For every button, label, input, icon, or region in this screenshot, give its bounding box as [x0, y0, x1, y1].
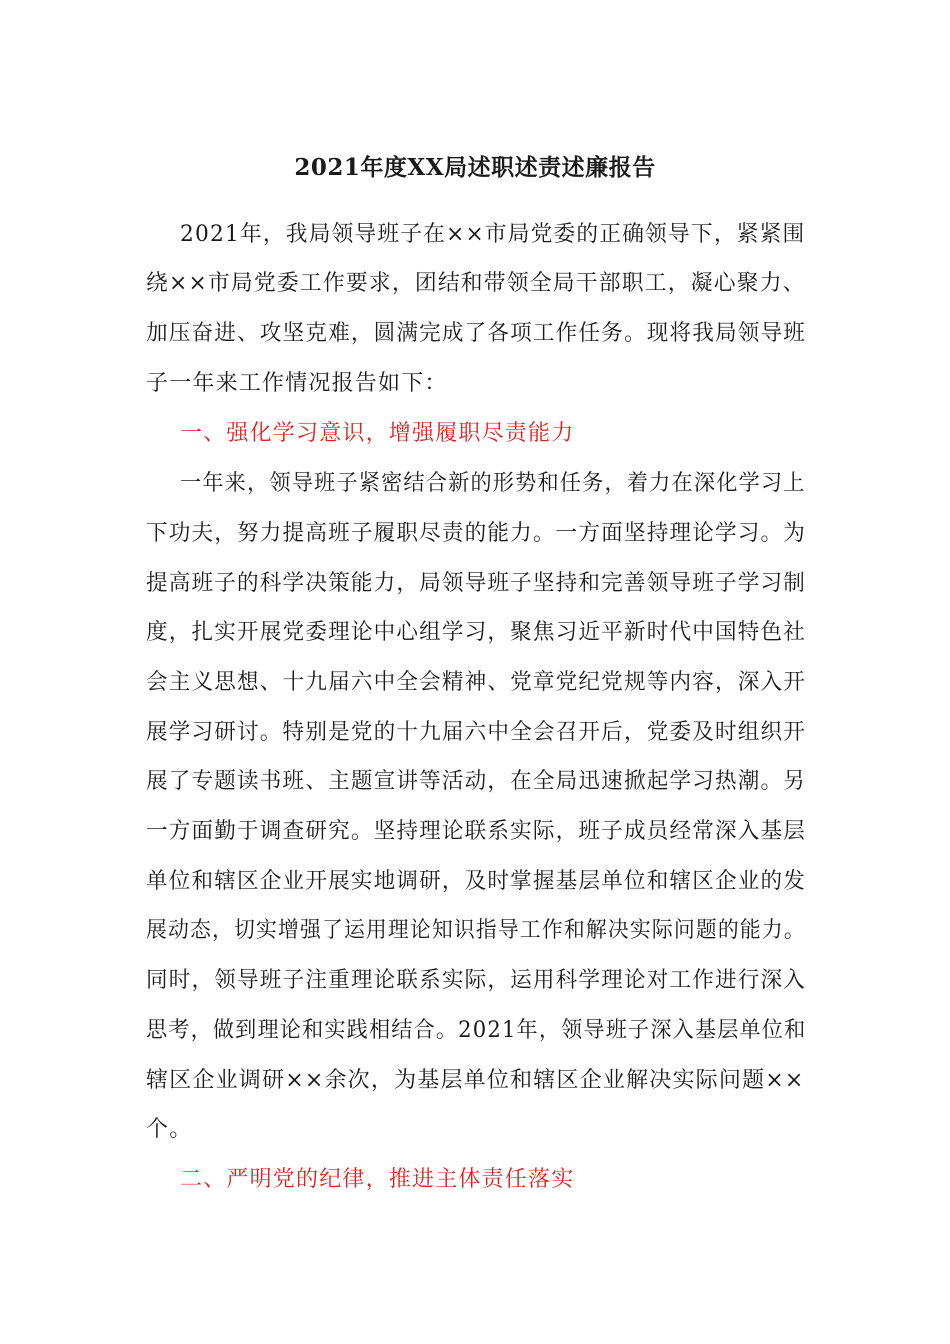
- section1-line: 辖区企业调研××余次，为基层单位和辖区企业解决实际问题××: [146, 1068, 805, 1093]
- section1-line: 一年来，领导班子紧密结合新的形势和任务，着力在深化学习上: [180, 471, 806, 496]
- section1-line: 单位和辖区企业开展实地调研，及时掌握基层单位和辖区企业的发: [146, 869, 807, 894]
- intro-line: 子一年来工作情况报告如下：: [146, 371, 448, 396]
- document-title: 2021年度XX局述职述责述廉报告: [294, 154, 656, 181]
- section1-line: 同时，领导班子注重理论联系实际，运用科学理论对工作进行深入: [146, 968, 807, 993]
- intro-line: 加压奋进、攻坚克难，圆满完成了各项工作任务。现将我局领导班: [146, 321, 807, 346]
- section-heading-1: 一、强化学习意识，增强履职尽责能力: [180, 421, 575, 446]
- section1-line: 会主义思想、十九届六中全会精神、党章党纪党规等内容，深入开: [146, 670, 807, 695]
- section1-line: 提高班子的科学决策能力，局领导班子坚持和完善领导班子学习制: [146, 571, 807, 596]
- section1-line: 个。: [146, 1117, 193, 1142]
- section1-line: 思考，做到理论和实践相结合。2021年，领导班子深入基层单位和: [146, 1018, 807, 1043]
- section1-line: 度，扎实开展党委理论中心组学习，聚焦习近平新时代中国特色社: [146, 620, 807, 645]
- intro-line: 2021年，我局领导班子在××市局党委的正确领导下，紧紧围: [180, 222, 806, 247]
- section1-line: 展学习研讨。特别是党的十九届六中全会召开后，党委及时组织开: [146, 720, 807, 745]
- section-heading-2: 二、严明党的纪律，推进主体责任落实: [180, 1167, 575, 1192]
- section1-line: 下功夫，努力提高班子履职尽责的能力。一方面坚持理论学习。为: [146, 521, 807, 546]
- section1-line: 展动态，切实增强了运用理论知识指导工作和解决实际问题的能力。: [146, 918, 806, 943]
- section1-line: 展了专题读书班、主题宣讲等活动，在全局迅速掀起学习热潮。另: [146, 769, 807, 794]
- section1-line: 一方面勤于调查研究。坚持理论联系实际，班子成员经常深入基层: [146, 819, 807, 844]
- intro-line: 绕××市局党委工作要求，团结和带领全局干部职工，凝心聚力、: [146, 271, 806, 296]
